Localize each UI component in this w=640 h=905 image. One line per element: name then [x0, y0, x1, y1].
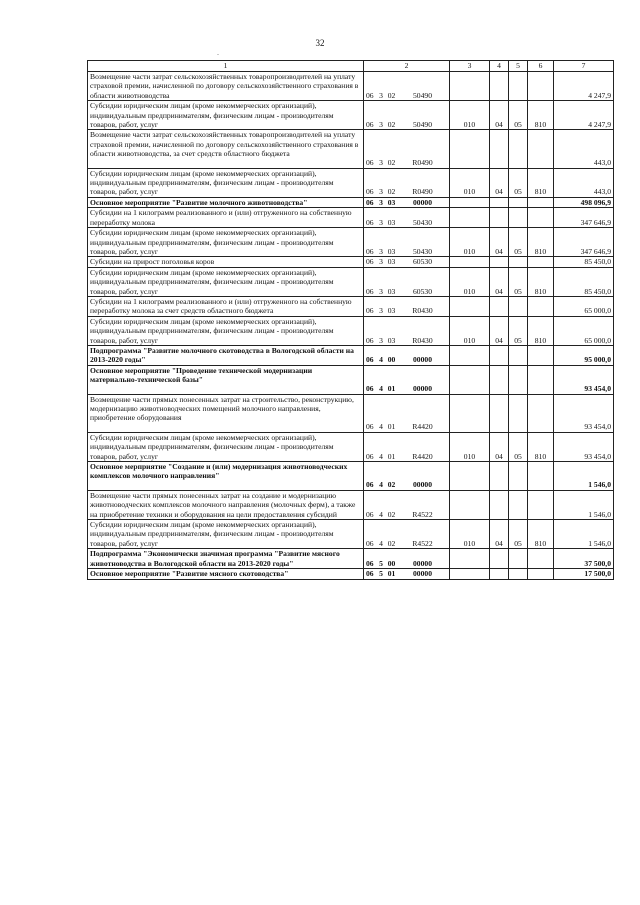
classification-code — [364, 569, 450, 579]
item-name: Основное мероприятие "Проведение технической модернизации материально-технической базы" — [88, 365, 364, 394]
table-header-row — [88, 61, 614, 72]
code-part: 00000 — [413, 558, 432, 568]
code-part: 03 — [387, 306, 396, 316]
code-cell-c3 — [450, 394, 490, 432]
amount: 65 000,0 — [554, 316, 614, 345]
code-cell-c5: 05 — [509, 168, 528, 197]
code-cell-c3 — [450, 72, 490, 101]
code-part: R4522 — [412, 538, 433, 548]
item-name: Субсидии на прирост поголовья коров — [88, 257, 364, 267]
page-number: 32 — [315, 38, 325, 48]
code-part: 01 — [387, 451, 396, 461]
code-cell-c3 — [450, 490, 490, 519]
item-name: Субсидии юридическим лицам (кроме некоммерческих организаций), индивидуальным предпринимателям, физическим лицам - производителям товаров, работ, услуг — [88, 432, 364, 461]
table-row — [88, 569, 614, 579]
table-row — [88, 520, 614, 549]
code-part: 01 — [387, 384, 396, 394]
code-part: 06 — [366, 569, 374, 579]
code-cell-c3 — [450, 208, 490, 228]
code-part: 06 — [366, 384, 374, 394]
classification-code — [364, 394, 450, 432]
code-cell-c5 — [509, 549, 528, 569]
code-part: 3 — [379, 246, 383, 256]
amount: 1 546,0 — [554, 520, 614, 549]
code-cell-c6 — [528, 130, 554, 168]
code-part: 03 — [387, 246, 396, 256]
classification-code — [364, 257, 450, 267]
amount: 347 646,9 — [554, 208, 614, 228]
header-cell: 2 — [364, 61, 450, 72]
code-part: 3 — [379, 217, 383, 227]
code-part: 03 — [387, 335, 396, 345]
code-cell-c4 — [490, 549, 509, 569]
classification-code — [364, 267, 450, 296]
code-cell-c4: 04 — [490, 267, 509, 296]
table-row — [88, 197, 614, 207]
code-part: 02 — [387, 90, 396, 100]
item-name: Подпрограмма "Экономически значимая программа "Развитие мясного животноводства в Вологодской области на 2013-2020 годы" — [88, 549, 364, 569]
code-part: R4420 — [412, 422, 433, 432]
table-row — [88, 208, 614, 228]
code-part: 01 — [387, 569, 396, 579]
header-cell: 6 — [528, 61, 554, 72]
code-part: 60530 — [413, 286, 432, 296]
code-part: 06 — [366, 257, 374, 267]
code-part: 50490 — [413, 120, 432, 130]
amount: 498 096,9 — [554, 197, 614, 207]
code-cell-c6 — [528, 208, 554, 228]
code-cell-c3: 010 — [450, 168, 490, 197]
classification-code — [364, 549, 450, 569]
code-part: 06 — [366, 509, 374, 519]
code-part: 00000 — [413, 480, 432, 490]
amount: 443,0 — [554, 130, 614, 168]
table-row — [88, 296, 614, 316]
table-row — [88, 130, 614, 168]
code-cell-c3 — [450, 345, 490, 365]
code-part: 4 — [379, 422, 383, 432]
item-name: Субсидии юридическим лицам (кроме некоммерческих организаций), индивидуальным предпринимателям, физическим лицам - производителям товаров, работ, услуг — [88, 267, 364, 296]
code-cell-c6 — [528, 462, 554, 491]
code-cell-c5 — [509, 257, 528, 267]
code-cell-c3 — [450, 462, 490, 491]
code-cell-c6 — [528, 345, 554, 365]
code-part: 00000 — [413, 197, 432, 207]
code-cell-c4: 04 — [490, 432, 509, 461]
code-cell-c6 — [528, 490, 554, 519]
code-part: 03 — [387, 257, 396, 267]
classification-code — [364, 197, 450, 207]
amount: 93 454,0 — [554, 365, 614, 394]
code-part: R4522 — [412, 509, 433, 519]
code-part: 00000 — [413, 355, 432, 365]
table-row — [88, 101, 614, 130]
classification-code — [364, 228, 450, 257]
table-row — [88, 549, 614, 569]
code-cell-c5 — [509, 569, 528, 579]
item-name: Основное мероприятие "Развитие молочного животноводства" — [88, 197, 364, 207]
code-part: 4 — [379, 480, 383, 490]
amount: 4 247,9 — [554, 72, 614, 101]
classification-code — [364, 130, 450, 168]
item-name: Возмещение части затрат сельскохозяйственных товаропроизводителей на уплату страховой премии, начисленной по договору сельскохозяйственного страхования в области животноводства, за счет средств областного бюджета — [88, 130, 364, 168]
header-cell: 3 — [450, 61, 490, 72]
item-name: Основное мероприятие "Развитие мясного скотоводства" — [88, 569, 364, 579]
code-cell-c5: 05 — [509, 316, 528, 345]
code-part: 4 — [379, 451, 383, 461]
margin-dot: . — [217, 48, 219, 57]
code-cell-c4: 04 — [490, 168, 509, 197]
code-cell-c3 — [450, 197, 490, 207]
code-part: 4 — [379, 355, 383, 365]
table-row — [88, 432, 614, 461]
code-part: 00000 — [413, 384, 432, 394]
code-part: 3 — [379, 335, 383, 345]
code-cell-c5 — [509, 296, 528, 316]
amount: 85 450,0 — [554, 257, 614, 267]
code-part: 5 — [379, 569, 383, 579]
code-part: 3 — [379, 286, 383, 296]
amount: 17 500,0 — [554, 569, 614, 579]
code-cell-c6: 810 — [528, 316, 554, 345]
code-cell-c6: 810 — [528, 432, 554, 461]
code-part: 03 — [387, 286, 396, 296]
classification-code — [364, 490, 450, 519]
code-cell-c5 — [509, 130, 528, 168]
code-cell-c5 — [509, 394, 528, 432]
table-row — [88, 394, 614, 432]
code-cell-c6: 810 — [528, 101, 554, 130]
item-name: Возмещение части прямых понесенных затрат на создание и модернизацию животноводческих комплексов молочного направления (молочных ферм), а также на приобретение техники и оборудования на цели предоставления субсидий — [88, 490, 364, 519]
classification-code — [364, 168, 450, 197]
code-cell-c5 — [509, 72, 528, 101]
code-part: R0430 — [412, 335, 433, 345]
header-cell: 7 — [554, 61, 614, 72]
code-part: 06 — [366, 120, 374, 130]
code-cell-c6 — [528, 394, 554, 432]
code-cell-c4 — [490, 257, 509, 267]
item-name: Субсидии юридическим лицам (кроме некоммерческих организаций), индивидуальным предпринимателям, физическим лицам - производителям товаров, работ, услуг — [88, 101, 364, 130]
code-part: 4 — [379, 538, 383, 548]
amount: 347 646,9 — [554, 228, 614, 257]
code-part: 06 — [366, 197, 374, 207]
code-cell-c4 — [490, 394, 509, 432]
code-part: 02 — [387, 509, 396, 519]
code-part: 02 — [387, 480, 396, 490]
code-cell-c5 — [509, 197, 528, 207]
code-cell-c5 — [509, 490, 528, 519]
code-cell-c3 — [450, 365, 490, 394]
code-cell-c6 — [528, 365, 554, 394]
table-row — [88, 345, 614, 365]
code-part: 60530 — [413, 257, 432, 267]
amount: 443,0 — [554, 168, 614, 197]
table-row — [88, 365, 614, 394]
classification-code — [364, 345, 450, 365]
code-part: 02 — [387, 120, 396, 130]
code-cell-c5: 05 — [509, 228, 528, 257]
code-part: 50430 — [413, 246, 432, 256]
code-cell-c5 — [509, 208, 528, 228]
code-part: 06 — [366, 422, 374, 432]
code-part: 50430 — [413, 217, 432, 227]
code-part: 01 — [387, 422, 396, 432]
item-name: Подпрограмма "Развитие молочного скотоводства в Вологодской области на 2013-2020 годы" — [88, 345, 364, 365]
code-cell-c5: 05 — [509, 267, 528, 296]
code-part: 4 — [379, 509, 383, 519]
code-cell-c4: 04 — [490, 316, 509, 345]
code-cell-c4: 04 — [490, 520, 509, 549]
item-name: Основное мерприятие "Создание и (или) модернизация животноводческих комплексов молочного направления" — [88, 462, 364, 491]
item-name: Субсидии юридическим лицам (кроме некоммерческих организаций), индивидуальным предпринимателям, физическим лицам - производителям товаров, работ, услуг — [88, 316, 364, 345]
code-part: R4420 — [412, 451, 433, 461]
code-cell-c4 — [490, 345, 509, 365]
classification-code — [364, 101, 450, 130]
code-part: R0490 — [412, 158, 433, 168]
code-cell-c3 — [450, 130, 490, 168]
amount: 85 450,0 — [554, 267, 614, 296]
table-row — [88, 267, 614, 296]
amount: 93 454,0 — [554, 394, 614, 432]
code-part: 06 — [366, 451, 374, 461]
code-part: 06 — [366, 355, 374, 365]
amount: 37 500,0 — [554, 549, 614, 569]
code-part: 3 — [379, 197, 383, 207]
code-cell-c5 — [509, 462, 528, 491]
code-cell-c3: 010 — [450, 316, 490, 345]
budget-table — [87, 60, 614, 580]
code-part: 3 — [379, 90, 383, 100]
code-cell-c6: 810 — [528, 168, 554, 197]
code-cell-c6: 810 — [528, 267, 554, 296]
code-part: 3 — [379, 120, 383, 130]
classification-code — [364, 462, 450, 491]
code-cell-c6: 810 — [528, 520, 554, 549]
code-part: 00 — [387, 355, 396, 365]
code-part: 3 — [379, 158, 383, 168]
code-part: 06 — [366, 158, 374, 168]
code-cell-c5 — [509, 345, 528, 365]
code-part: R0430 — [412, 306, 433, 316]
classification-code — [364, 296, 450, 316]
code-part: 4 — [379, 384, 383, 394]
table-row — [88, 490, 614, 519]
code-cell-c6 — [528, 569, 554, 579]
code-cell-c3: 010 — [450, 267, 490, 296]
code-cell-c4 — [490, 296, 509, 316]
code-cell-c6 — [528, 296, 554, 316]
classification-code — [364, 72, 450, 101]
code-cell-c5: 05 — [509, 432, 528, 461]
code-part: 06 — [366, 558, 374, 568]
code-cell-c4: 04 — [490, 228, 509, 257]
code-cell-c4 — [490, 130, 509, 168]
code-part: 3 — [379, 306, 383, 316]
code-cell-c3: 010 — [450, 520, 490, 549]
item-name: Субсидии юридическим лицам (кроме некоммерческих организаций), индивидуальным предпринимателям, физическим лицам - производителям товаров, работ, услуг — [88, 168, 364, 197]
code-cell-c4 — [490, 490, 509, 519]
code-cell-c4 — [490, 208, 509, 228]
code-cell-c5: 05 — [509, 520, 528, 549]
code-part: 06 — [366, 217, 374, 227]
code-part: 06 — [366, 187, 374, 197]
item-name: Субсидии юридическим лицам (кроме некоммерческих организаций), индивидуальным предпринимателям, физическим лицам - производителям товаров, работ, услуг — [88, 228, 364, 257]
code-cell-c4 — [490, 569, 509, 579]
item-name: Субсидии юридическим лицам (кроме некоммерческих организаций), индивидуальным предпринимателям, физическим лицам - производителям товаров, работ, услуг — [88, 520, 364, 549]
code-part: 06 — [366, 306, 374, 316]
code-part: 02 — [387, 187, 396, 197]
code-cell-c3 — [450, 257, 490, 267]
code-cell-c4 — [490, 197, 509, 207]
item-name: Субсидии на 1 килограмм реализованного и (или) отгруженного на собственную переработку молока за счет средств областного бюджета — [88, 296, 364, 316]
code-cell-c4 — [490, 365, 509, 394]
code-part: 3 — [379, 187, 383, 197]
code-part: 06 — [366, 538, 374, 548]
code-cell-c6 — [528, 257, 554, 267]
header-cell: 1 — [88, 61, 364, 72]
classification-code — [364, 520, 450, 549]
code-cell-c6 — [528, 549, 554, 569]
code-part: 03 — [387, 217, 396, 227]
code-cell-c6 — [528, 72, 554, 101]
code-cell-c3: 010 — [450, 432, 490, 461]
code-cell-c3: 010 — [450, 101, 490, 130]
code-cell-c5 — [509, 365, 528, 394]
code-cell-c6 — [528, 197, 554, 207]
classification-code — [364, 316, 450, 345]
item-name: Субсидии на 1 килограмм реализованного и (или) отгруженного на собственную переработку молока — [88, 208, 364, 228]
code-part: 06 — [366, 480, 374, 490]
code-part: 50490 — [413, 90, 432, 100]
code-part: R0490 — [412, 187, 433, 197]
code-cell-c4 — [490, 462, 509, 491]
table-row — [88, 72, 614, 101]
code-cell-c3 — [450, 549, 490, 569]
code-part: 06 — [366, 335, 374, 345]
code-part: 02 — [387, 538, 396, 548]
amount: 65 000,0 — [554, 296, 614, 316]
code-cell-c4 — [490, 72, 509, 101]
code-part: 00000 — [413, 569, 432, 579]
code-part: 06 — [366, 286, 374, 296]
code-part: 03 — [387, 197, 396, 207]
amount: 4 247,9 — [554, 101, 614, 130]
table-row — [88, 228, 614, 257]
amount: 93 454,0 — [554, 432, 614, 461]
code-part: 3 — [379, 257, 383, 267]
code-part: 00 — [387, 558, 396, 568]
code-cell-c4: 04 — [490, 101, 509, 130]
table-row — [88, 168, 614, 197]
code-cell-c3: 010 — [450, 228, 490, 257]
amount: 1 546,0 — [554, 462, 614, 491]
code-cell-c3 — [450, 569, 490, 579]
code-part: 02 — [387, 158, 396, 168]
classification-code — [364, 365, 450, 394]
header-cell: 5 — [509, 61, 528, 72]
code-cell-c3 — [450, 296, 490, 316]
amount: 1 546,0 — [554, 490, 614, 519]
code-cell-c5: 05 — [509, 101, 528, 130]
amount: 95 000,0 — [554, 345, 614, 365]
item-name: Возмещение части затрат сельскохозяйственных товаропроизводителей на уплату страховой премии, начисленной по договору сельскохозяйственного страхования в области животноводства — [88, 72, 364, 101]
item-name: Возмещение части прямых понесенных затрат на строительство, реконструкцию, модернизацию животноводческих помещений молочного направления, приобретение оборудования — [88, 394, 364, 432]
code-cell-c6: 810 — [528, 228, 554, 257]
table-row — [88, 316, 614, 345]
code-part: 06 — [366, 90, 374, 100]
code-part: 5 — [379, 558, 383, 568]
table-row — [88, 462, 614, 491]
header-cell: 4 — [490, 61, 509, 72]
classification-code — [364, 208, 450, 228]
classification-code — [364, 432, 450, 461]
code-part: 06 — [366, 246, 374, 256]
table-row — [88, 257, 614, 267]
